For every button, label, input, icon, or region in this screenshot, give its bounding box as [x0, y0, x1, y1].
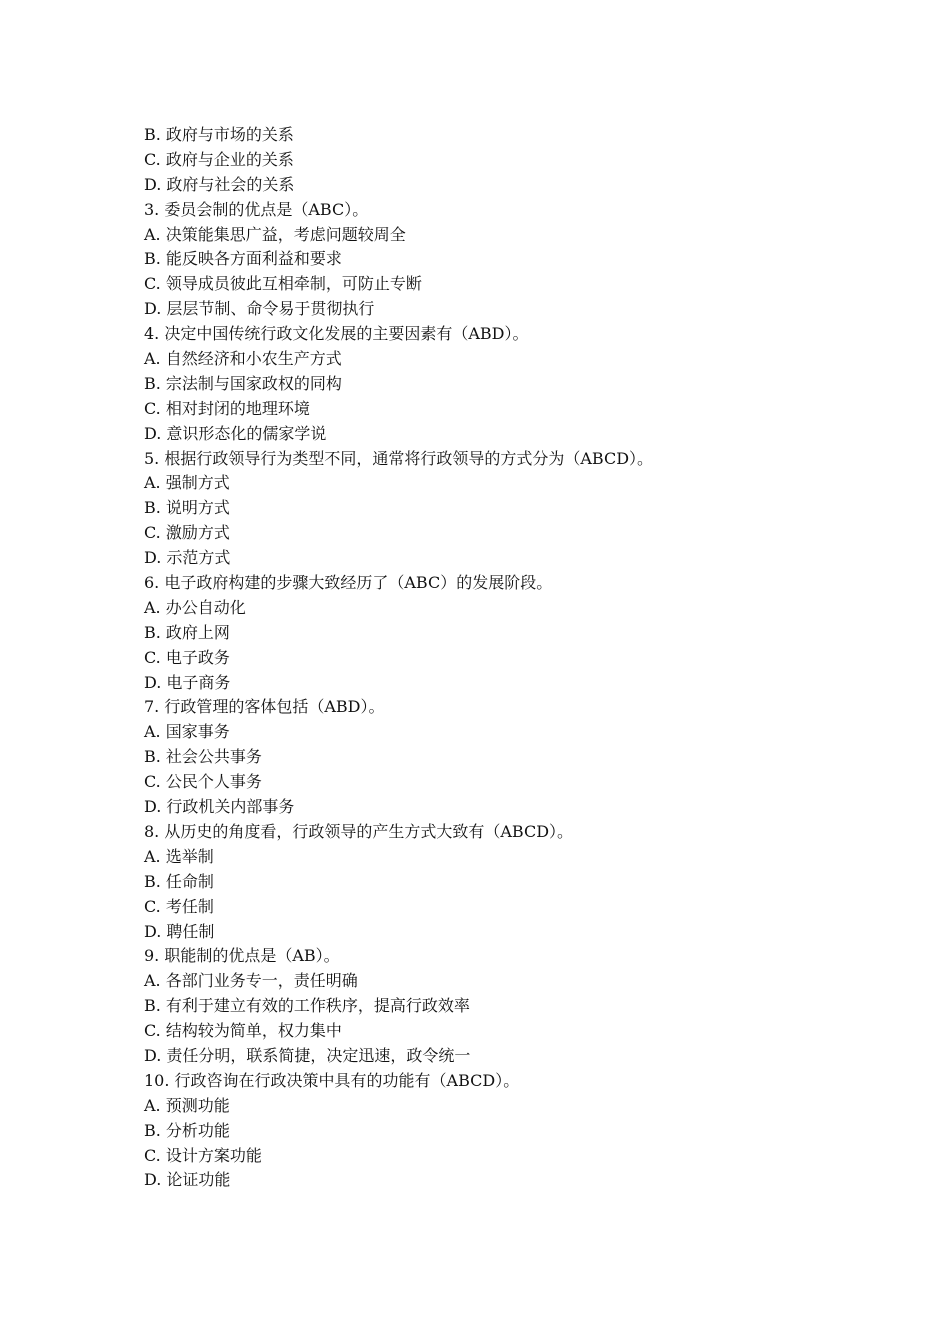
option-line: A. 强制方式 [144, 473, 230, 493]
option-line: C. 设计方案功能 [144, 1145, 262, 1165]
option-line: A. 国家事务 [144, 722, 230, 742]
option-line: D. 层层节制、命令易于贯彻执行 [144, 299, 375, 319]
question-line: 5. 根据行政领导行为类型不同，通常将行政领导的方式分为（ABCD）。 [144, 448, 654, 468]
option-line: B. 分析功能 [144, 1120, 230, 1140]
option-line: B. 说明方式 [144, 498, 230, 518]
option-line: D. 行政机关内部事务 [144, 797, 295, 817]
question-line: 6. 电子政府构建的步骤大致经历了（ABC）的发展阶段。 [144, 573, 553, 593]
option-line: C. 相对封闭的地理环境 [144, 398, 310, 418]
question-line: 3. 委员会制的优点是（ABC）。 [144, 199, 369, 219]
option-line: A. 预测功能 [144, 1095, 230, 1115]
option-line: C. 考任制 [144, 896, 214, 916]
option-line: A. 决策能集思广益，考虑问题较周全 [144, 224, 406, 244]
option-line: C. 公民个人事务 [144, 772, 262, 792]
option-line: B. 政府与市场的关系 [144, 125, 294, 144]
option-line: C. 领导成员彼此互相牵制，可防止专断 [144, 274, 422, 294]
question-line: 9. 职能制的优点是（AB）。 [144, 946, 340, 966]
option-line: D. 示范方式 [144, 548, 231, 568]
question-line: 8. 从历史的角度看，行政领导的产生方式大致有（ABCD）。 [144, 821, 574, 841]
question-line: 4. 决定中国传统行政文化发展的主要因素有（ABD）。 [144, 324, 529, 344]
option-line: C. 激励方式 [144, 523, 230, 543]
option-line: B. 社会公共事务 [144, 747, 262, 767]
question-line: 10. 行政咨询在行政决策中具有的功能有（ABCD）。 [144, 1070, 520, 1090]
option-line: D. 聘任制 [144, 921, 215, 941]
option-line: D. 责任分明，联系简捷，决定迅速，政令统一 [144, 1045, 471, 1065]
option-line: D. 政府与社会的关系 [144, 174, 295, 194]
option-line: D. 论证功能 [144, 1170, 231, 1190]
option-line: D. 电子商务 [144, 672, 231, 692]
option-line: B. 任命制 [144, 871, 214, 891]
option-line: B. 有利于建立有效的工作秩序，提高行政效率 [144, 996, 470, 1016]
question-list [144, 123, 844, 1193]
option-line: A. 办公自动化 [144, 597, 246, 617]
option-line: C. 结构较为简单，权力集中 [144, 1021, 342, 1041]
option-line: A. 自然经济和小农生产方式 [144, 349, 342, 369]
question-line: 7. 行政管理的客体包括（ABD）。 [144, 697, 385, 717]
option-line: B. 宗法制与国家政权的同构 [144, 373, 342, 393]
option-line: C. 政府与企业的关系 [144, 149, 294, 169]
option-line: C. 电子政务 [144, 647, 230, 667]
option-line: B. 政府上网 [144, 622, 230, 642]
option-line: A. 各部门业务专一，责任明确 [144, 971, 358, 991]
option-line: A. 选举制 [144, 846, 214, 866]
option-line: B. 能反映各方面利益和要求 [144, 249, 342, 269]
option-line: D. 意识形态化的儒家学说 [144, 423, 327, 443]
